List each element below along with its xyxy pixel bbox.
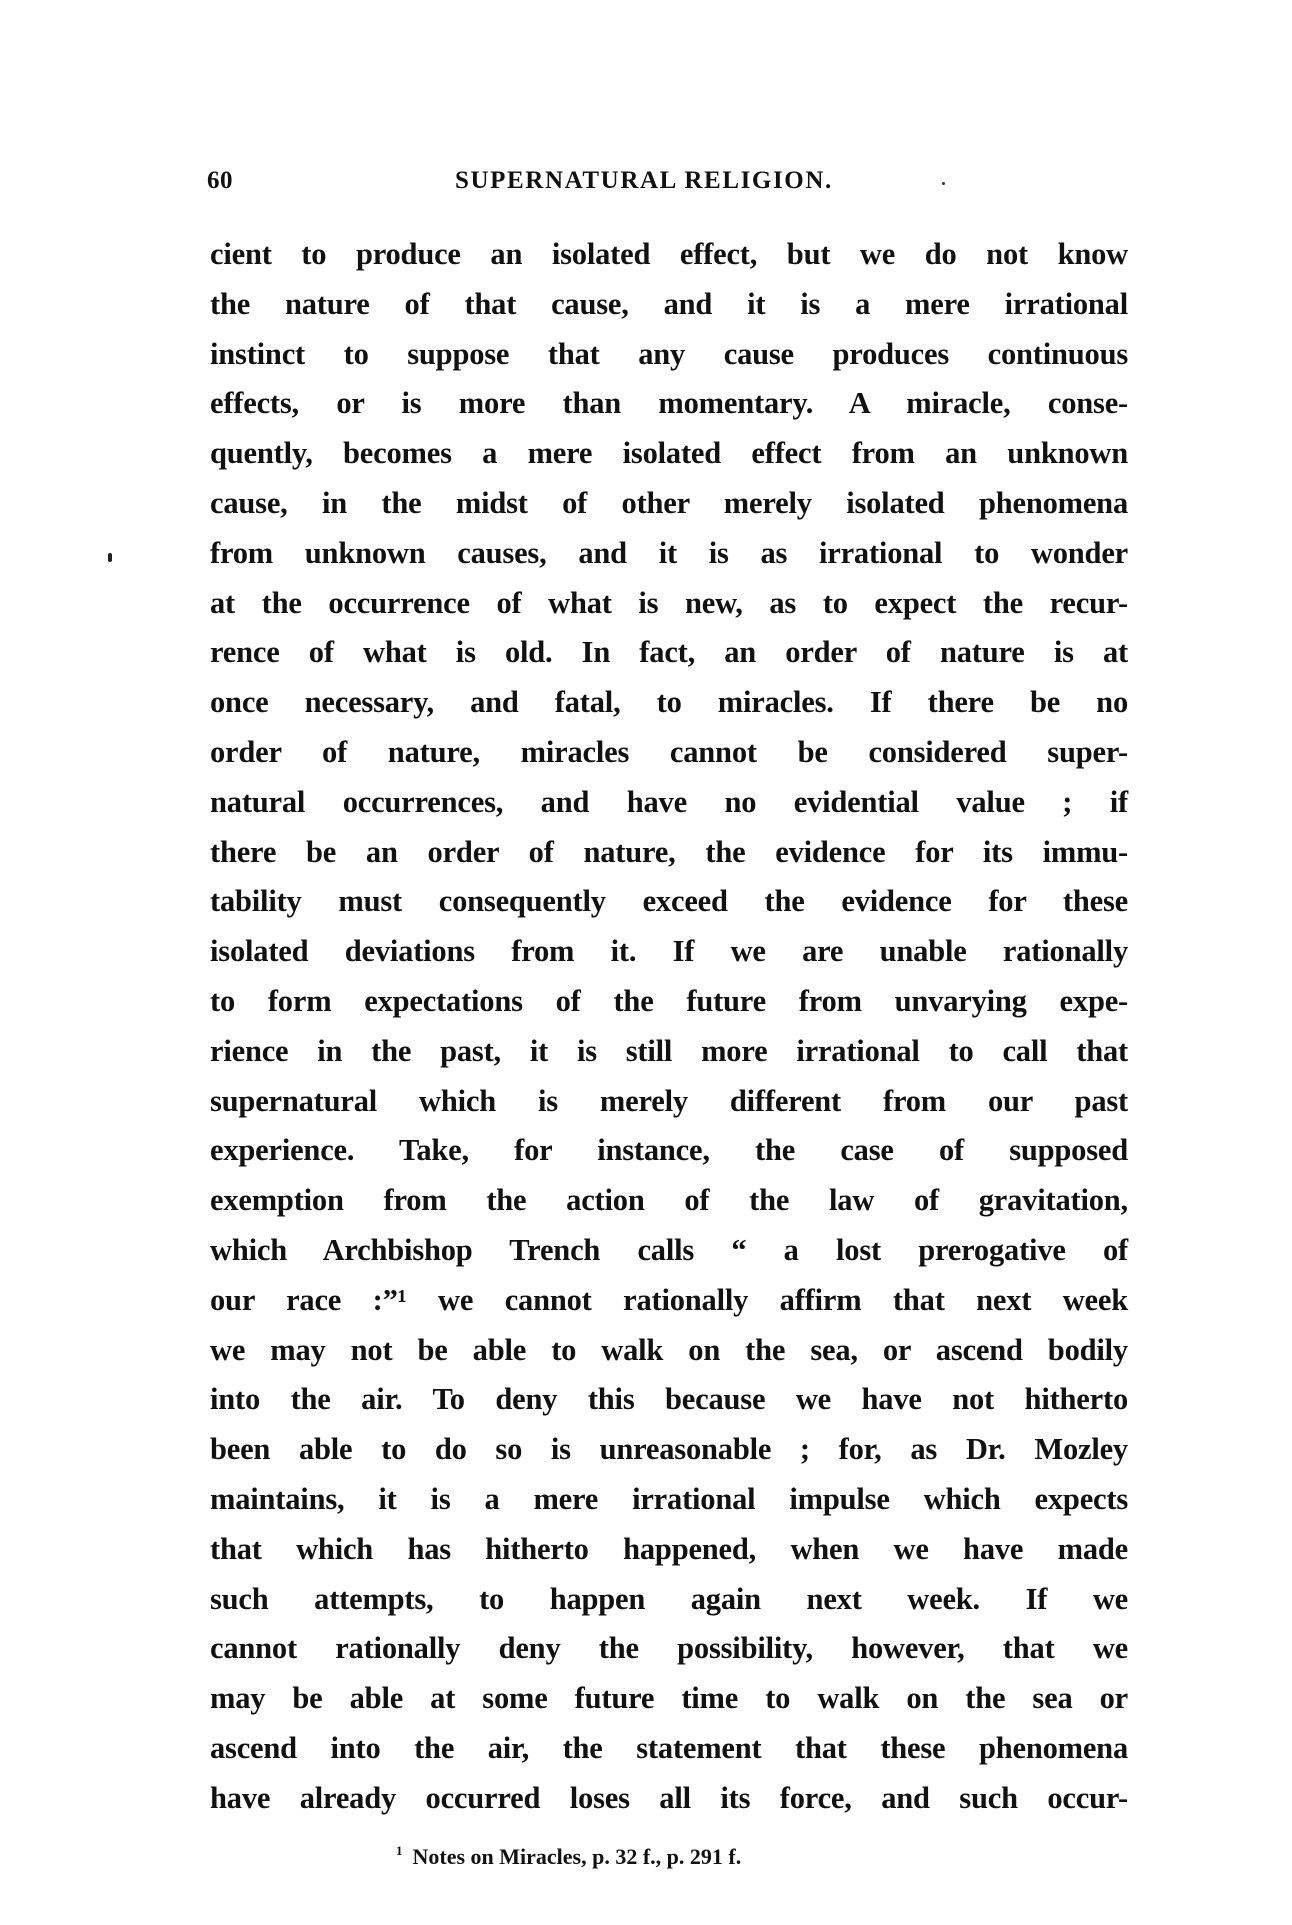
text-line: isolated deviations from it. If we are unable rationally bbox=[210, 934, 1128, 969]
text-line: our race :”¹ we cannot rationally affirm that next week bbox=[210, 1282, 1128, 1317]
running-head bbox=[207, 165, 1128, 197]
scan-speck bbox=[942, 182, 945, 185]
text-line: cause, in the midst of other merely isolated phenomena bbox=[210, 485, 1128, 520]
body-text bbox=[210, 230, 1128, 1824]
text-line: cient to produce an isolated effect, but we do not know bbox=[210, 237, 1128, 271]
text-line: supernatural which is merely different from our past bbox=[210, 1083, 1128, 1118]
text-line: maintains, it is a mere irrational impulse which expects bbox=[210, 1481, 1128, 1516]
footnote-marker: 1 bbox=[396, 1843, 403, 1858]
text-line: to form expectations of the future from unvarying expe- bbox=[210, 983, 1128, 1018]
text-line: such attempts, to happen again next week. If we bbox=[210, 1581, 1128, 1616]
text-line: experience. Take, for instance, the case of supposed bbox=[210, 1133, 1128, 1168]
text-line: been able to do so is unreasonable ; for, as Dr. Mozley bbox=[210, 1432, 1128, 1467]
text-line: exemption from the action of the law of gravitation, bbox=[210, 1183, 1128, 1218]
text-line: quently, becomes a mere isolated effect from an unknown bbox=[210, 436, 1128, 471]
footnote bbox=[396, 1836, 741, 1872]
text-line: we may not be able to walk on the sea, or ascend bodily bbox=[210, 1332, 1128, 1367]
running-title: SUPERNATURAL RELIGION. bbox=[455, 167, 833, 194]
text-line: which Archbishop Trench calls “ a lost prerogative of bbox=[210, 1232, 1128, 1267]
text-line: may be able at some future time to walk on the sea or bbox=[210, 1681, 1128, 1716]
text-line: from unknown causes, and it is as irrational to wonder bbox=[210, 535, 1128, 570]
text-line: effects, or is more than momentary. A miracle, conse- bbox=[210, 386, 1128, 421]
footnote-text: Notes on Miracles, p. 32 f., p. 291 f. bbox=[412, 1844, 742, 1869]
text-line: rience in the past, it is still more irrational to call that bbox=[210, 1033, 1128, 1068]
text-line: there be an order of nature, the evidence for its immu- bbox=[210, 834, 1128, 869]
page-number: 60 bbox=[207, 167, 233, 194]
text-line: cannot rationally deny the possibility, however, that we bbox=[210, 1631, 1128, 1666]
text-line: into the air. To deny this because we have not hitherto bbox=[210, 1382, 1128, 1417]
text-line: order of nature, miracles cannot be considered super- bbox=[210, 734, 1128, 769]
text-line: rence of what is old. In fact, an order of nature is at bbox=[210, 635, 1128, 670]
text-line: the nature of that cause, and it is a mere irrational bbox=[210, 286, 1128, 321]
text-line: ascend into the air, the statement that these phenomena bbox=[210, 1730, 1128, 1765]
text-line: once necessary, and fatal, to miracles. If there be no bbox=[210, 685, 1128, 720]
text-line: instinct to suppose that any cause produces continuous bbox=[210, 336, 1128, 371]
text-line: natural occurrences, and have no evidential value ; if bbox=[210, 784, 1128, 819]
text-line: tability must consequently exceed the evidence for these bbox=[210, 884, 1128, 919]
text-line: that which has hitherto happened, when we have made bbox=[210, 1531, 1128, 1566]
scan-mark bbox=[108, 553, 112, 562]
text-line: at the occurrence of what is new, as to expect the recur- bbox=[210, 585, 1128, 620]
text-line: have already occurred loses all its force, and such occur- bbox=[210, 1780, 1128, 1815]
